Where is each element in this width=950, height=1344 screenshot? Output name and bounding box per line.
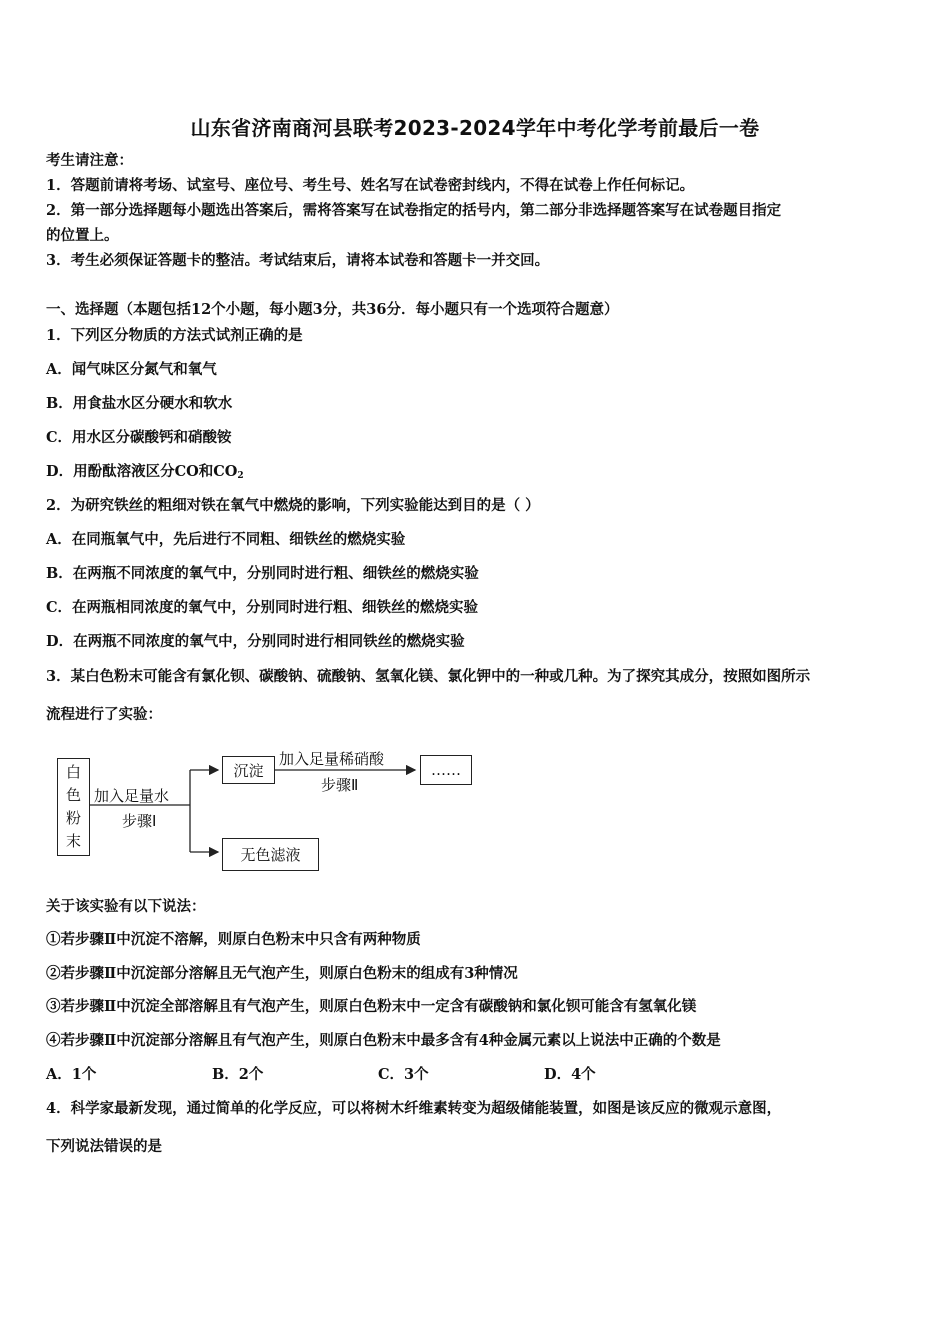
notice-heading: 考生请注意： [46,152,133,169]
question-2-option-a: A．在同瓶氧气中，先后进行不同粗、细铁丝的燃烧实验 [46,531,406,548]
step1-label: 步骤Ⅰ [122,812,157,830]
question-3-option-d: D．4个 [544,1066,596,1083]
question-3-stem: 3．某白色粉末可能含有氯化钡、碳酸钠、硫酸钠、氢氧化镁、氯化钾中的一种或几种。为了探究其成分，按照如图所示 [46,668,811,685]
notice-item: 的位置上。 [46,227,119,244]
question-1-option-c: C．用水区分碳酸钙和硝酸铵 [46,429,232,446]
subscript: 2 [237,471,244,481]
question-3-stem-cont: 流程进行了实验： [46,706,162,723]
question-3-option-a: A．1个 [46,1066,97,1083]
question-1-stem: 1．下列区分物质的方法式试剂正确的是 [46,327,303,344]
ellipsis-box [420,755,472,785]
notice-item: 3．考生必须保证答题卡的整洁。考试结束后，请将本试卷和答题卡一并交回。 [46,252,550,269]
powder-char: 末 [65,832,81,850]
question-2-stem: 2．为研究铁丝的粗细对铁在氧气中燃烧的影响，下列实验能达到目的是（ ） [46,497,540,514]
question-3-statement: ④若步骤Ⅱ中沉淀部分溶解且有气泡产生，则原白色粉末中最多含有4种金属元素以上说法中正确的个数是 [46,1032,721,1049]
question-3-statement: ①若步骤Ⅱ中沉淀不溶解，则原白色粉末中只含有两种物质 [46,931,421,948]
step1-reagent-label: 加入足量水 [94,787,170,805]
question-3-options [46,1065,710,1085]
question-1-option-a: A．闻气味区分氮气和氧气 [46,361,217,378]
notice-item: 2．第一部分选择题每小题选出答案后，需将答案写在试卷指定的括号内，第二部分非选择题答案写在试卷题目指定 [46,202,782,219]
step2-label: 步骤Ⅱ [321,776,359,794]
question-3-option-c: C．3个 [378,1066,429,1083]
question-3-statement: ③若步骤Ⅱ中沉淀全部溶解且有气泡产生，则原白色粉末中一定含有碳酸钠和氯化钡可能含有氢氧化镁 [46,998,697,1015]
ellipsis-label: …… [431,761,461,779]
notice-item: 1．答题前请将考场、试室号、座位号、考生号、姓名写在试卷密封线内，不得在试卷上作任何标记。 [46,177,695,194]
question-4-stem: 4．科学家最新发现，通过简单的化学反应，可以将树木纤维素转变为超级储能装置，如图是该反应的微观示意图， [46,1100,782,1117]
question-3-option-b: B．2个 [212,1066,264,1083]
filtrate-box [222,838,319,871]
section-heading: 一、选择题（本题包括12个小题，每小题3分，共36分．每小题只有一个选项符合题意） [46,301,619,318]
option-d-text: D．用酚酞溶液区分CO和CO [46,463,238,480]
powder-char: 白 [65,763,81,781]
question-2-option-d: D．在两瓶不同浓度的氧气中，分别同时进行相同铁丝的燃烧实验 [46,633,465,650]
question-2-option-b: B．在两瓶不同浓度的氧气中，分别同时进行粗、细铁丝的燃烧实验 [46,565,479,582]
experiment-flow-diagram [50,748,490,883]
powder-char: 粉 [65,809,81,827]
powder-char: 色 [65,786,81,804]
page-title: 山东省济南商河县联考2023-2024学年中考化学考前最后一卷 [190,116,760,140]
question-3-statement: ②若步骤Ⅱ中沉淀部分溶解且无气泡产生，则原白色粉末的组成有3种情况 [46,965,518,982]
precipitate-box [222,756,275,784]
white-powder-box [57,758,90,856]
step2-reagent-label: 加入足量稀硝酸 [279,750,385,768]
question-1-option-d [46,462,244,486]
filtrate-label: 无色滤液 [240,846,301,864]
question-3-intro: 关于该实验有以下说法： [46,898,206,915]
precipitate-label: 沉淀 [233,761,264,780]
question-4-stem-cont: 下列说法错误的是 [46,1138,162,1155]
question-1-option-b: B．用食盐水区分硬水和软水 [46,395,233,412]
question-2-option-c: C．在两瓶相同浓度的氧气中，分别同时进行粗、细铁丝的燃烧实验 [46,599,479,616]
